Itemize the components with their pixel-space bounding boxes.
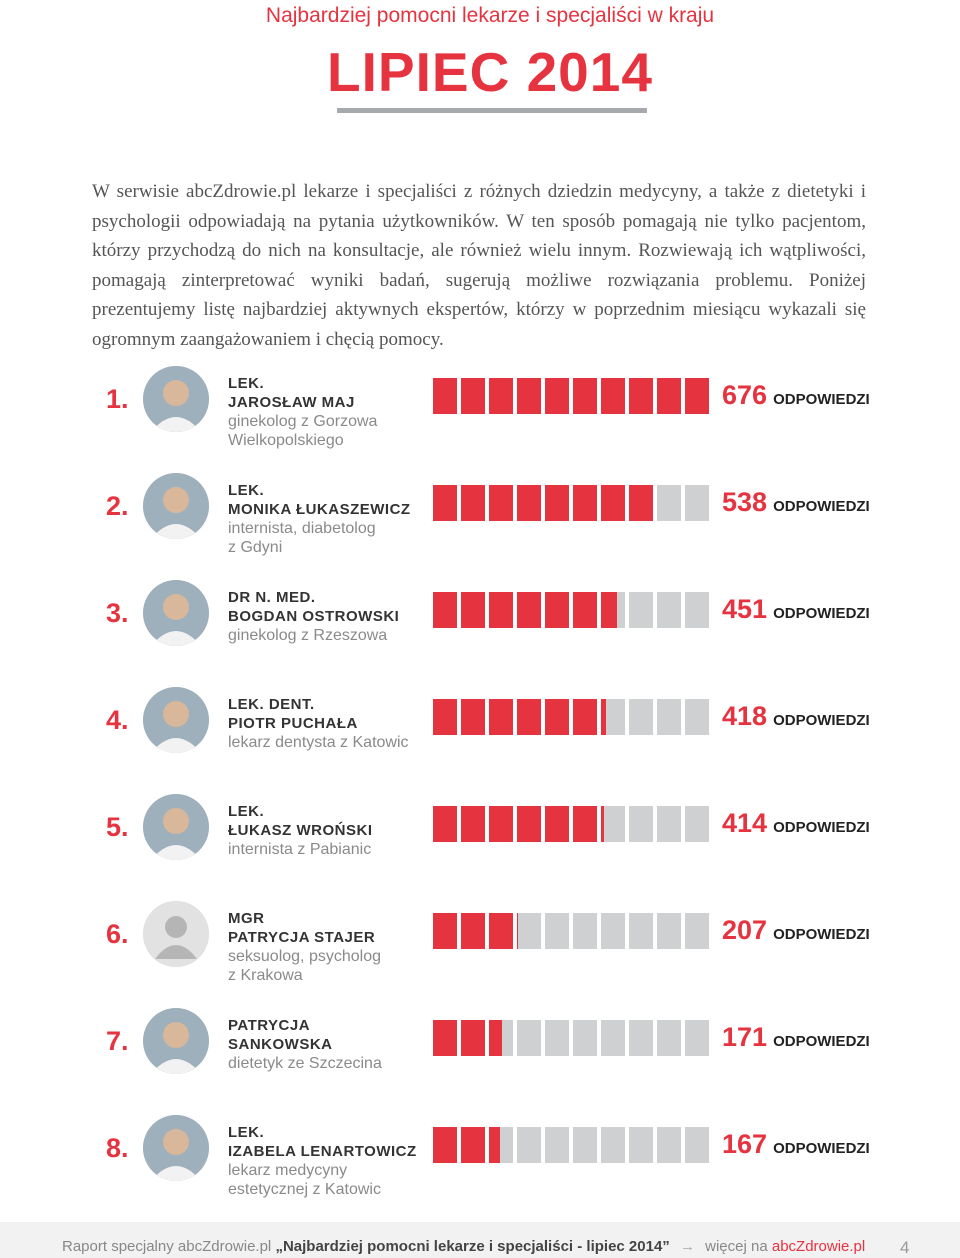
bar-segment-fill [573, 699, 597, 735]
bar-segment [433, 1020, 457, 1056]
bar-segment [433, 806, 457, 842]
answers-count [722, 808, 870, 839]
bar-segment [685, 378, 709, 414]
bar-segment [685, 1020, 709, 1056]
answers-number: 414 [722, 808, 768, 838]
expert-info [228, 695, 428, 752]
bar-segment [461, 913, 485, 949]
bar-segment [629, 699, 653, 735]
bar-segment [629, 806, 653, 842]
expert-degree: LEK. [228, 482, 265, 499]
expert-degree: LEK. [228, 375, 265, 392]
answers-number: 538 [722, 487, 768, 517]
expert-specialty: lekarz medycyny estetycznej z Katowic [228, 1162, 381, 1198]
bar-segment-fill [489, 806, 513, 842]
footer-more: więcej na [705, 1238, 768, 1255]
bar-segment-fill [573, 806, 597, 842]
expert-info [228, 802, 428, 859]
bar-segment [545, 913, 569, 949]
bar-segment [685, 913, 709, 949]
footer-link[interactable]: abcZdrowie.pl [771, 1238, 866, 1255]
expert-photo [143, 366, 209, 432]
bar-segment [629, 1127, 653, 1163]
bar-segment-fill [461, 699, 485, 735]
answers-label: ODPOWIEDZI [773, 605, 870, 622]
answers-label: ODPOWIEDZI [773, 819, 870, 836]
bar-segment [433, 378, 457, 414]
expert-row [0, 1115, 960, 1215]
expert-specialty: seksuolog, psycholog z Krakowa [228, 948, 381, 984]
bar-segment [657, 806, 681, 842]
bar-segment [685, 1127, 709, 1163]
bar-segment [573, 1127, 597, 1163]
bar-segment [685, 485, 709, 521]
answers-bar [433, 1127, 711, 1163]
bar-segment [517, 1020, 541, 1056]
bar-segment [601, 913, 625, 949]
bar-segment [433, 699, 457, 735]
bar-segment-fill [545, 592, 569, 628]
answers-number: 207 [722, 915, 768, 945]
rank-number: 6. [106, 919, 129, 949]
expert-row [0, 901, 960, 1001]
bar-segment-fill [433, 485, 457, 521]
footer [0, 1222, 960, 1258]
bar-segment [629, 1020, 653, 1056]
bar-segment-fill [517, 806, 541, 842]
bar-segment [489, 913, 513, 949]
bar-segment [657, 378, 681, 414]
bar-segment-fill [489, 913, 513, 949]
bar-segment [461, 378, 485, 414]
bar-segment-fill [517, 485, 541, 521]
answers-bar [433, 806, 711, 842]
answers-bar [433, 1020, 711, 1056]
expert-name: JAROSŁAW MAJ [228, 394, 355, 411]
rank-number: 7. [106, 1026, 129, 1056]
answers-label: ODPOWIEDZI [773, 926, 870, 943]
expert-info [228, 374, 428, 450]
expert-specialty: lekarz dentysta z Katowic [228, 734, 409, 751]
bar-segment-fill [461, 485, 485, 521]
bar-segment [629, 592, 653, 628]
bar-segment-fill [545, 699, 569, 735]
bar-segment [657, 485, 681, 521]
expert-photo [143, 687, 209, 753]
bar-segment [573, 699, 597, 735]
expert-degree: LEK. DENT. [228, 696, 315, 713]
bar-segment [461, 485, 485, 521]
bar-segment [685, 592, 709, 628]
answers-label: ODPOWIEDZI [773, 391, 870, 408]
rank-number: 5. [106, 812, 129, 842]
expert-photo [143, 794, 209, 860]
bar-segment-fill [517, 913, 518, 949]
bar-segment-fill [545, 485, 569, 521]
expert-degree: MGR [228, 910, 265, 927]
bar-segment [657, 1127, 681, 1163]
bar-segment [601, 806, 625, 842]
bar-segment [601, 592, 625, 628]
answers-bar [433, 378, 711, 414]
bar-segment [517, 378, 541, 414]
bar-segment [461, 1127, 485, 1163]
bar-segment-fill [489, 1020, 502, 1056]
answers-label: ODPOWIEDZI [773, 498, 870, 515]
bar-segment-fill [573, 378, 597, 414]
expert-degree: LEK. [228, 803, 265, 820]
expert-name: BOGDAN OSTROWSKI [228, 608, 400, 625]
bar-segment [545, 378, 569, 414]
answers-number: 171 [722, 1022, 768, 1052]
answers-number: 167 [722, 1129, 768, 1159]
answers-label: ODPOWIEDZI [773, 712, 870, 729]
bar-segment [517, 913, 541, 949]
expert-row [0, 366, 960, 466]
bar-segment [489, 806, 513, 842]
bar-segment [545, 806, 569, 842]
intro-paragraph: W serwisie abcZdrowie.pl lekarze i specjaliści z różnych dziedzin medycyny, a także z dietetyki i psychologii odpowiadają na pytania użytkowników. W ten sposób pomagają nie tylko pacjentom, którzy przychodzą do nich na konsultacje, ale również wielu innym. Rozwiewają ich wątpliwości, pomagają zinterpretować wyniki badań, sugerują możliwe rozwiązania problemu. Poniżej prezentujemy listę najbardziej aktywnych ekspertów, którzy w poprzednim miesiącu wykazali się ogromnym zaangażowaniem i chęcią pomocy. [92, 181, 866, 350]
answers-count [722, 487, 870, 518]
expert-photo [143, 1008, 209, 1074]
bar-segment [517, 592, 541, 628]
bar-segment [657, 699, 681, 735]
rank-number: 4. [106, 705, 129, 735]
bar-segment-fill [629, 485, 653, 521]
rank-number: 3. [106, 598, 129, 628]
bar-segment [657, 1020, 681, 1056]
answers-bar [433, 592, 711, 628]
bar-segment-fill [657, 378, 681, 414]
bar-segment-fill [489, 1127, 500, 1163]
bar-segment-fill [433, 913, 457, 949]
bar-segment-fill [601, 378, 625, 414]
bar-segment [573, 592, 597, 628]
bar-segment [517, 1127, 541, 1163]
bar-segment-fill [461, 1020, 485, 1056]
bar-segment-fill [517, 699, 541, 735]
answers-label: ODPOWIEDZI [773, 1033, 870, 1050]
expert-degree: PATRYCJA [228, 1017, 311, 1034]
bar-segment [517, 806, 541, 842]
bar-segment [545, 1020, 569, 1056]
bar-segment [601, 1020, 625, 1056]
answers-bar [433, 913, 711, 949]
bar-segment [461, 592, 485, 628]
bar-segment-fill [601, 699, 606, 735]
answers-count [722, 701, 870, 732]
bar-segment [461, 699, 485, 735]
expert-specialty: internista z Pabianic [228, 841, 372, 858]
bar-segment [573, 1020, 597, 1056]
bar-segment [573, 485, 597, 521]
bar-segment-fill [433, 378, 457, 414]
bar-segment-fill [433, 806, 457, 842]
expert-info [228, 1123, 428, 1199]
bar-segment [629, 378, 653, 414]
bar-segment [601, 1127, 625, 1163]
answers-count [722, 594, 870, 625]
bar-segment [433, 485, 457, 521]
page-number: 4 [900, 1238, 910, 1257]
expert-info [228, 588, 428, 645]
footer-report-title: „Najbardziej pomocni lekarze i specjaliści - lipiec 2014” [275, 1238, 670, 1255]
expert-specialty: dietetyk ze Szczecina [228, 1055, 382, 1072]
bar-segment-fill [489, 378, 513, 414]
answers-count [722, 1022, 870, 1053]
expert-name: SANKOWSKA [228, 1036, 333, 1053]
footer-text [62, 1238, 865, 1255]
bar-segment-fill [545, 378, 569, 414]
bar-segment [601, 485, 625, 521]
expert-row [0, 473, 960, 573]
answers-count [722, 915, 870, 946]
bar-segment [629, 485, 653, 521]
bar-segment [573, 806, 597, 842]
bar-segment [545, 485, 569, 521]
expert-row [0, 1008, 960, 1108]
rank-number: 8. [106, 1133, 129, 1163]
bar-segment-fill [517, 378, 541, 414]
title-underline [337, 108, 647, 113]
expert-name: PIOTR PUCHAŁA [228, 715, 358, 732]
bar-segment-fill [629, 378, 653, 414]
bar-segment [517, 699, 541, 735]
expert-degree: LEK. [228, 1124, 265, 1141]
expert-row [0, 794, 960, 894]
expert-name: IZABELA LENARTOWICZ [228, 1143, 417, 1160]
bar-segment-fill [517, 592, 541, 628]
bar-segment [433, 913, 457, 949]
expert-degree: DR N. MED. [228, 589, 316, 606]
bar-segment-fill [573, 485, 597, 521]
answers-number: 676 [722, 380, 768, 410]
bar-segment [685, 699, 709, 735]
bar-segment-fill [433, 1020, 457, 1056]
expert-info [228, 1016, 428, 1073]
bar-segment [489, 1127, 513, 1163]
bar-segment [433, 592, 457, 628]
answers-number: 418 [722, 701, 768, 731]
answers-count [722, 380, 870, 411]
bar-segment-fill [461, 378, 485, 414]
bar-segment [545, 592, 569, 628]
page-subtitle: Najbardziej pomocni lekarze i specjaliści w kraju [265, 4, 715, 27]
expert-name: MONIKA ŁUKASZEWICZ [228, 501, 411, 518]
expert-info [228, 909, 428, 985]
expert-name: ŁUKASZ WROŃSKI [228, 822, 373, 839]
bar-segment-fill [461, 913, 485, 949]
bar-segment-fill [601, 592, 617, 628]
answers-bar [433, 699, 711, 735]
bar-segment [461, 806, 485, 842]
bar-segment [573, 913, 597, 949]
bar-segment-fill [573, 592, 597, 628]
bar-segment [545, 1127, 569, 1163]
bar-segment [601, 378, 625, 414]
bar-segment [657, 913, 681, 949]
expert-specialty: internista, diabetolog z Gdyni [228, 520, 376, 556]
bar-segment [433, 1127, 457, 1163]
bar-segment-fill [489, 699, 513, 735]
bar-segment [629, 913, 653, 949]
rank-number: 2. [106, 491, 129, 521]
bar-segment [489, 699, 513, 735]
bar-segment-fill [685, 378, 709, 414]
bar-segment-fill [461, 806, 485, 842]
bar-segment [573, 378, 597, 414]
answers-label: ODPOWIEDZI [773, 1140, 870, 1157]
bar-segment [657, 592, 681, 628]
expert-photo [143, 580, 209, 646]
rank-number: 1. [106, 384, 129, 414]
expert-specialty: ginekolog z Gorzowa Wielkopolskiego [228, 413, 378, 449]
expert-info [228, 481, 428, 557]
bar-segment-fill [601, 806, 604, 842]
expert-photo [143, 473, 209, 539]
bar-segment [685, 806, 709, 842]
bar-segment-fill [489, 592, 513, 628]
bar-segment-fill [461, 592, 485, 628]
expert-row [0, 580, 960, 680]
bar-segment-fill [489, 485, 513, 521]
bar-segment [489, 378, 513, 414]
bar-segment-fill [433, 699, 457, 735]
bar-segment [489, 1020, 513, 1056]
bar-segment [489, 485, 513, 521]
expert-photo [143, 1115, 209, 1181]
answers-bar [433, 485, 711, 521]
expert-specialty: ginekolog z Rzeszowa [228, 627, 388, 644]
bar-segment [545, 699, 569, 735]
bar-segment-fill [461, 1127, 485, 1163]
expert-photo [143, 901, 209, 967]
bar-segment [461, 1020, 485, 1056]
bar-segment-fill [433, 592, 457, 628]
bar-segment-fill [545, 806, 569, 842]
bar-segment [489, 592, 513, 628]
bar-segment [517, 485, 541, 521]
bar-segment-fill [433, 1127, 457, 1163]
expert-name: PATRYCJA STAJER [228, 929, 376, 946]
page-title: LIPIEC 2014 [327, 41, 653, 103]
expert-row [0, 687, 960, 787]
bar-segment [601, 699, 625, 735]
arrow-right-icon: → [679, 1238, 695, 1255]
bar-segment-fill [601, 485, 625, 521]
footer-prefix: Raport specjalny abcZdrowie.pl [62, 1238, 272, 1255]
answers-count [722, 1129, 870, 1160]
answers-number: 451 [722, 594, 768, 624]
